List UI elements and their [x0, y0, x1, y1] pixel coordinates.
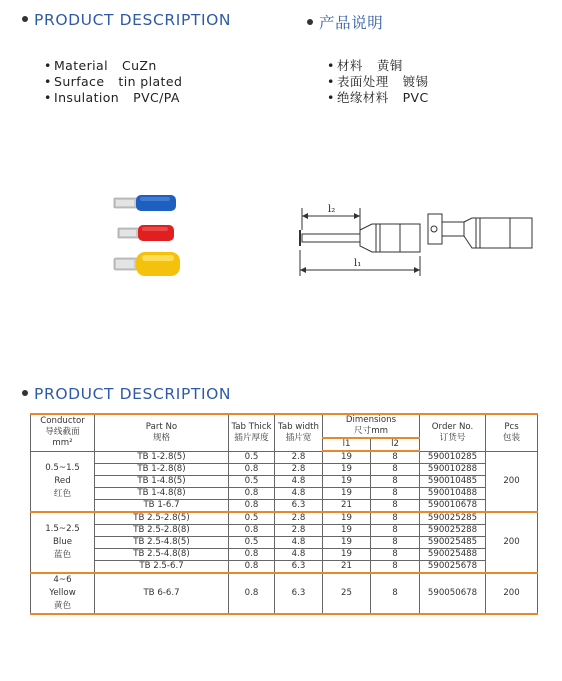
tab-width-cell: 2.8 — [275, 451, 323, 464]
tab-thick-cell: 0.8 — [229, 488, 275, 500]
spec-item: • Surface tin plated — [44, 74, 183, 89]
header-tab-thick — [229, 414, 275, 451]
header-tab-width — [275, 414, 323, 451]
table-row — [31, 549, 538, 561]
spec-item: • 绝缘材料 PVC — [327, 90, 429, 105]
l2-cell: 8 — [371, 451, 420, 464]
part-no-cell: TB 1-4.8(8) — [95, 488, 229, 500]
table-row — [31, 488, 538, 500]
conductor-cell — [31, 573, 95, 614]
tab-thick-cell: 0.5 — [229, 537, 275, 549]
tab-thick-cell: 0.8 — [229, 464, 275, 476]
tab-width-cell: 2.8 — [275, 512, 323, 525]
tab-width-cell: 4.8 — [275, 549, 323, 561]
l1-cell: 25 — [323, 573, 371, 614]
l2-cell: 8 — [371, 476, 420, 488]
l1-cell: 19 — [323, 549, 371, 561]
specs-list-en — [44, 58, 182, 106]
tab-thick-cell: 0.8 — [229, 561, 275, 574]
header-l1: l1 — [323, 438, 371, 451]
conductor-line: 蓝色 — [53, 550, 72, 560]
tab-thick-cell: 0.5 — [229, 451, 275, 464]
conductor-line: 红色 — [53, 488, 72, 499]
tab-width-cell: 6.3 — [275, 500, 323, 513]
part-no-cell: TB 2.5-2.8(5) — [95, 512, 229, 525]
part-no-cell: TB 6-6.7 — [95, 573, 229, 614]
l1-cell: 19 — [323, 537, 371, 549]
tab-width-cell: 2.8 — [275, 525, 323, 537]
l2-label: l₂ — [328, 204, 336, 215]
spec-value: tin plated — [118, 74, 183, 89]
product-table — [30, 413, 538, 615]
order-no-cell: 590025288 — [420, 525, 486, 537]
order-no-cell: 590010288 — [420, 464, 486, 476]
conductor-cell — [31, 512, 95, 573]
pcs-cell: 200 — [486, 573, 538, 614]
header-line: Dimensions — [345, 415, 397, 425]
header-line: 订货号 — [439, 432, 466, 443]
blue-terminal-image — [114, 195, 176, 211]
l1-cell: 19 — [323, 488, 371, 500]
specs-list-cn — [327, 58, 429, 106]
l1-cell: 21 — [323, 500, 371, 513]
table-row — [31, 525, 538, 537]
order-no-cell: 590050678 — [420, 573, 486, 614]
tab-width-cell: 6.3 — [275, 561, 323, 574]
l1-cell: 19 — [323, 512, 371, 525]
yellow-terminal-image — [114, 252, 180, 276]
conductor-line: 1.5~2.5 — [45, 524, 80, 534]
part-no-cell: TB 1-6.7 — [95, 500, 229, 513]
order-no-cell: 590025488 — [420, 549, 486, 561]
part-no-cell: TB 2.5-2.8(8) — [95, 525, 229, 537]
header-pcs — [486, 414, 538, 451]
table-row — [31, 537, 538, 549]
l2-cell: 8 — [371, 525, 420, 537]
header-l2: l2 — [371, 438, 420, 451]
header-line: Conductor — [40, 416, 85, 427]
conductor-line: 4~6 — [53, 575, 72, 585]
tab-thick-cell: 0.8 — [229, 525, 275, 537]
table-row — [31, 464, 538, 476]
spec-value: 黄铜 — [376, 58, 403, 73]
l2-cell: 8 — [371, 537, 420, 549]
pcs-cell: 200 — [486, 451, 538, 512]
table-row — [31, 561, 538, 574]
tab-thick-cell: 0.8 — [229, 573, 275, 614]
l2-cell: 8 — [371, 561, 420, 574]
tab-thick-cell: 0.8 — [229, 500, 275, 513]
tab-thick-cell: 0.8 — [229, 549, 275, 561]
header-conductor — [31, 414, 95, 451]
red-terminal-image — [118, 225, 174, 241]
header-line: 规格 — [152, 432, 171, 443]
order-no-cell: 590025678 — [420, 561, 486, 574]
conductor-line: 0.5~1.5 — [45, 462, 80, 473]
spec-label: Material — [54, 58, 108, 73]
bullet-icon — [22, 390, 28, 396]
l1-label: l₁ — [354, 258, 362, 269]
conductor-line: 黄色 — [53, 601, 72, 611]
tab-width-cell: 4.8 — [275, 476, 323, 488]
heading-text: PRODUCT DESCRIPTION — [34, 11, 232, 29]
heading-product-description-cn — [307, 11, 383, 33]
l1-cell: 21 — [323, 561, 371, 574]
l2-cell: 8 — [371, 500, 420, 513]
header-line: mm² — [52, 438, 73, 449]
spec-item: • 材料 黄铜 — [327, 58, 403, 73]
spec-item: • Insulation PVC/PA — [44, 90, 180, 105]
header-line: Tab Thick — [231, 421, 272, 432]
header-line: Tab width — [278, 421, 319, 432]
spec-item: • Material CuZn — [44, 58, 157, 73]
conductor-line: Red — [54, 475, 71, 486]
tab-width-cell: 6.3 — [275, 573, 323, 614]
heading-product-description-table — [22, 385, 231, 403]
conductor-line: Blue — [52, 537, 73, 547]
order-no-cell: 590025285 — [420, 512, 486, 525]
bullet-icon — [22, 16, 28, 22]
header-line: 包装 — [502, 432, 521, 443]
l2-cell: 8 — [371, 549, 420, 561]
l2-cell: 8 — [371, 488, 420, 500]
table-row — [31, 512, 538, 525]
heading-text: PRODUCT DESCRIPTION — [34, 385, 232, 403]
l1-cell: 19 — [323, 464, 371, 476]
part-no-cell: TB 1-2.8(5) — [95, 451, 229, 464]
header-line: Pcs — [504, 421, 519, 432]
l2-cell: 8 — [371, 512, 420, 525]
l2-cell: 8 — [371, 573, 420, 614]
tab-width-cell: 4.8 — [275, 488, 323, 500]
header-order-no — [420, 414, 486, 451]
heading-product-description-en — [22, 11, 231, 29]
spec-value: PVC — [402, 90, 429, 105]
spec-label: Surface — [54, 74, 105, 89]
spec-label: 绝缘材料 — [337, 90, 389, 105]
header-line: 导线截面 — [45, 427, 80, 438]
part-no-cell: TB 2.5-4.8(5) — [95, 537, 229, 549]
order-no-cell: 590010285 — [420, 451, 486, 464]
order-no-cell: 590010488 — [420, 488, 486, 500]
header-line: Order No. — [431, 421, 474, 432]
pcs-cell: 200 — [486, 512, 538, 573]
header-line: 插片厚度 — [234, 432, 269, 443]
tab-width-cell: 4.8 — [275, 537, 323, 549]
l1-cell: 19 — [323, 525, 371, 537]
header-line: 插片宽 — [285, 432, 312, 443]
order-no-cell: 590010678 — [420, 500, 486, 513]
heading-text: 产品说明 — [319, 14, 384, 32]
order-no-cell: 590010485 — [420, 476, 486, 488]
l2-cell: 8 — [371, 464, 420, 476]
table-row — [31, 451, 538, 464]
tab-thick-cell: 0.5 — [229, 512, 275, 525]
bullet-icon — [307, 19, 313, 25]
spec-label: Insulation — [54, 90, 120, 105]
table-row — [31, 500, 538, 513]
order-no-cell: 590025485 — [420, 537, 486, 549]
l1-cell: 19 — [323, 451, 371, 464]
header-part-no — [95, 414, 229, 451]
spec-value: CuZn — [121, 58, 157, 73]
spec-label: 材料 — [337, 58, 363, 73]
part-no-cell: TB 2.5-6.7 — [95, 561, 229, 574]
part-no-cell: TB 1-4.8(5) — [95, 476, 229, 488]
spec-item: • 表面处理 镀锡 — [327, 74, 429, 89]
spec-value: 镀锡 — [402, 74, 429, 89]
conductor-line: Yellow — [49, 588, 76, 598]
spec-label: 表面处理 — [337, 74, 389, 89]
header-line: 尺寸mm — [354, 426, 388, 436]
part-no-cell: TB 1-2.8(8) — [95, 464, 229, 476]
table-row — [31, 573, 538, 614]
product-photo — [110, 190, 190, 280]
tab-width-cell: 2.8 — [275, 464, 323, 476]
header-dimensions — [323, 414, 420, 438]
table-row — [31, 476, 538, 488]
spec-value: PVC/PA — [133, 90, 180, 105]
dimension-drawing — [296, 200, 542, 286]
conductor-cell — [31, 451, 95, 512]
tab-thick-cell: 0.5 — [229, 476, 275, 488]
part-no-cell: TB 2.5-4.8(8) — [95, 549, 229, 561]
table-header-row — [31, 414, 538, 438]
l1-cell: 19 — [323, 476, 371, 488]
header-line: Part No — [145, 421, 178, 432]
